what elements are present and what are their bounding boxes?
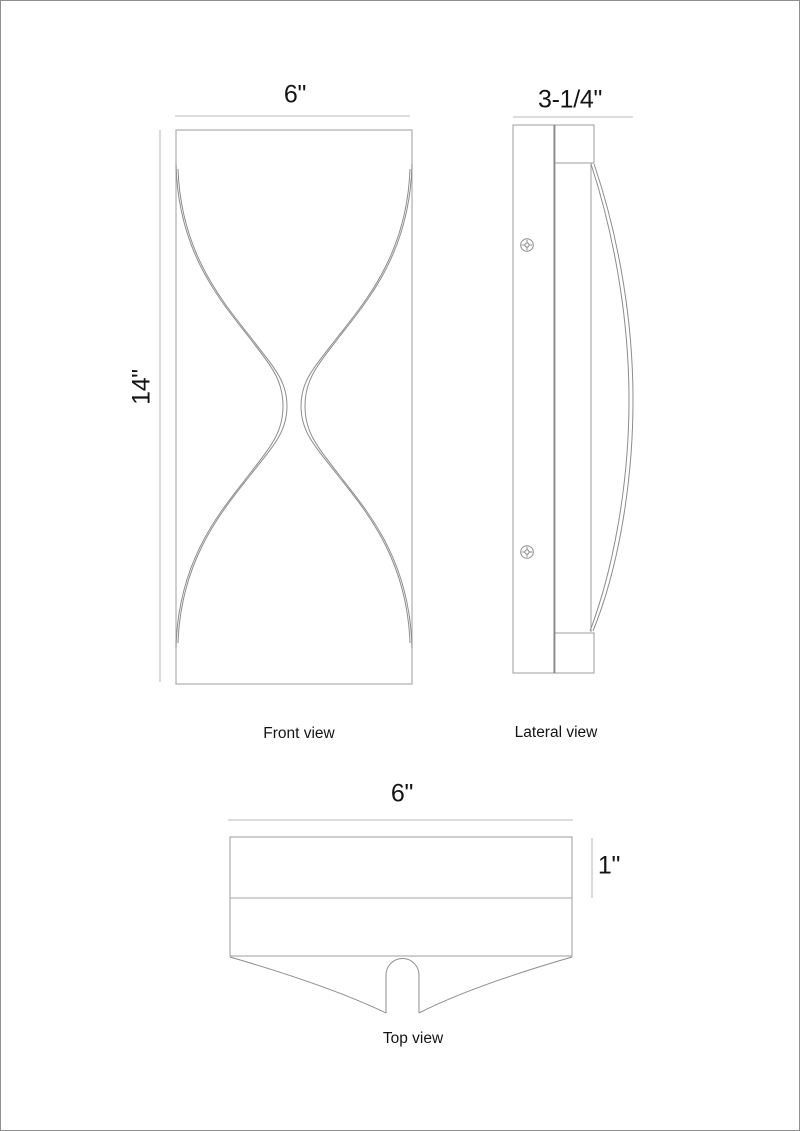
front-view bbox=[176, 130, 412, 684]
front-width-dim-label: 6" bbox=[283, 80, 307, 109]
top-shade-curve-right bbox=[419, 957, 572, 1013]
front-view-outline bbox=[176, 130, 412, 684]
front-shade-curve-right-inner bbox=[301, 169, 410, 643]
screw-head-icon bbox=[521, 546, 534, 559]
front-shade-curve-left-outer bbox=[176, 164, 283, 648]
lateral-view bbox=[513, 125, 594, 673]
top-view-caption: Top view bbox=[382, 1030, 444, 1047]
top-depth-dim-label: 1" bbox=[597, 851, 621, 880]
front-shade-curve-right-outer bbox=[305, 164, 412, 648]
lateral-depth-dim-label: 3-1/4" bbox=[537, 85, 603, 114]
front-view-shade-curves bbox=[176, 164, 412, 648]
lateral-shade-profile bbox=[590, 164, 633, 631]
top-shade-curve-left bbox=[230, 957, 386, 1013]
top-center-notch bbox=[386, 959, 419, 1013]
lateral-top-mount-box bbox=[554, 125, 594, 163]
screw-head-icon bbox=[521, 239, 534, 252]
top-view-body bbox=[230, 837, 572, 956]
top-width-dim-label: 6" bbox=[390, 779, 414, 808]
front-shade-curve-left-inner bbox=[178, 169, 287, 643]
lateral-shade-curve-inner bbox=[590, 164, 629, 631]
lateral-wall-plate bbox=[513, 125, 554, 673]
mounting-screws bbox=[521, 239, 534, 559]
lateral-view-caption: Lateral view bbox=[514, 724, 598, 741]
lateral-bottom-mount-box bbox=[554, 633, 594, 673]
top-view-shade-curves bbox=[230, 957, 572, 1013]
front-height-dim-label: 14" bbox=[127, 369, 156, 405]
lateral-shade-curve-outer bbox=[593, 164, 633, 631]
top-view bbox=[230, 837, 572, 956]
front-view-caption: Front view bbox=[263, 725, 335, 742]
